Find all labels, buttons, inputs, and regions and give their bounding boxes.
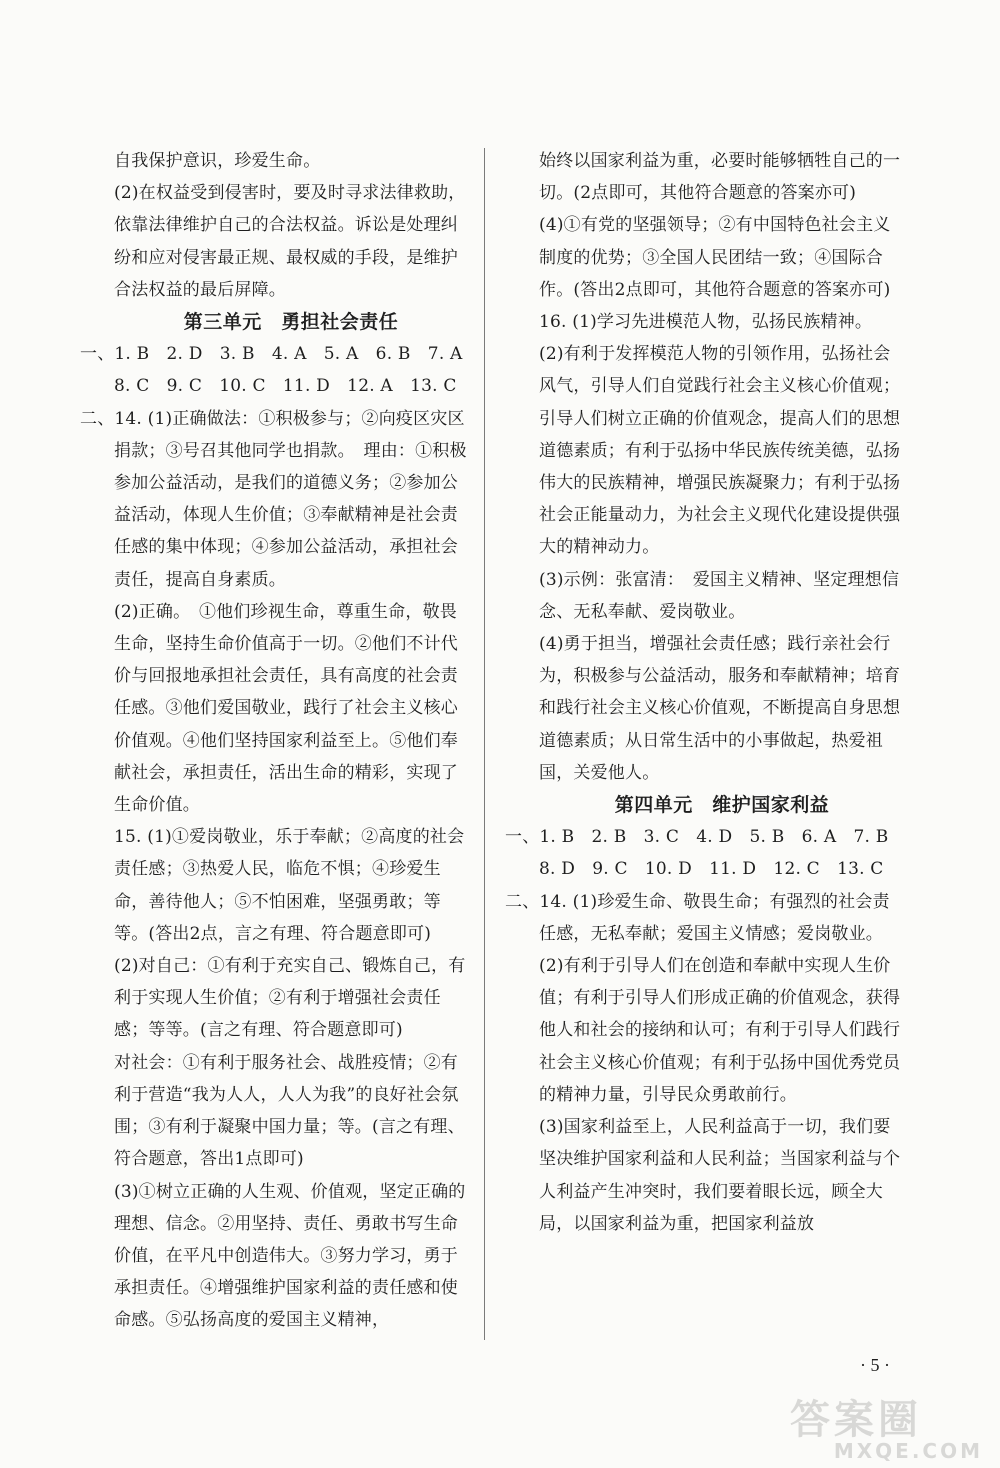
answer-paragraph: (4)①有党的坚强领导；②有中国特色社会主义制度的优势；③全国人民团结一致；④国际合作。(答出2点即可，其他符合题意的答案亦可) [539,215,891,300]
right-column [505,145,905,1240]
section-heading: 第四单元 维护国家利益 [614,794,830,817]
answer-paragraph: 一、1. B 2. B 3. C 4. D 5. B 6. A 7. B 8. D 9. C 10. D 11. D 12. C 13. C [505,827,906,880]
page-number: · 5 · [860,1355,890,1375]
answer-paragraph: (4)勇于担当，增强社会责任感；践行亲社会行为，积极参与公益活动，服务和奉献精神；培育和践行社会主义核心价值观，不断提高自身思想道德素质；从日常生活中的小事做起，热爱祖国，关爱他人。 [539,634,901,783]
answer-paragraph: (2)对自己：①有利于充实自己、锻炼自己，有利于实现人生价值；②有利于增强社会责任感；等等。(言之有理、符合题意即可) [114,956,466,1041]
answer-paragraph: (3)示例：张富清： 爱国主义精神、坚定理想信念、无私奉献、爱岗敬业。 [539,569,900,622]
section-heading: 第三单元 勇担社会责任 [183,311,399,334]
answer-paragraph: 一、1. B 2. D 3. B 4. A 5. A 6. B 7. A 8. C 9. C 10. C 11. D 12. A 13. C [80,344,480,397]
answer-paragraph: 15. (1)①爱岗敬业，乐于奉献；②高度的社会责任感；③热爱人民，临危不惧；④珍爱生命，善待他人；⑤不怕困难，坚强勇敢；等等。(答出2点，言之有理、符合题意即可) [114,827,465,944]
answer-paragraph: 始终以国家利益为重，必要时能够牺牲自己的一切。(2点即可，其他符合题意的答案亦可) [539,151,901,204]
answer-paragraph: (3)国家利益至上，人民利益高于一切，我们要坚决维护国家利益和人民利益；当国家利益与个人利益产生冲突时，我们要着眼长远，顾全大局，以国家利益为重，把国家利益放 [539,1117,901,1234]
column-divider [484,148,485,1340]
answer-paragraph: (2)在权益受到侵害时，要及时寻求法律救助，依靠法律维护自己的合法权益。诉讼是处理纠纷和应对侵害最正规、最权威的手段，是维护合法权益的最后屏障。 [114,183,466,300]
answer-paragraph: (2)有利于发挥模范人物的引领作用，弘扬社会风气，引导人们自觉践行社会主义核心价值观；引导人们树立正确的价值观念，提高人们的思想道德素质；有利于弘扬中华民族传统美德，弘扬伟大的民族精神，增强民族凝聚力；有利于弘扬社会正能量动力，为社会主义现代化建设提供强大的精神动力。 [539,344,901,558]
answer-paragraph: 16. (1)学习先进模范人物，弘扬民族精神。 [539,312,873,333]
answer-paragraph: 二、14. (1)正确做法：①积极参与；②向疫区灾区捐款；③号召其他同学也捐款。 理由：①积极参加公益活动，是我们的道德义务；②参加公益活动，体现人生价值；③奉献精神是社会责任感的集中体现；④参加公益活动，承担社会责任，提高自身素质。 [80,408,467,590]
watermark-url: MXQE.COM [833,1439,983,1463]
watermark-title: 答案圈 [790,1397,922,1443]
left-column [80,145,480,1337]
answer-paragraph: 自我保护意识，珍爱生命。 [114,151,321,171]
answer-paragraph: (2)正确。 ①他们珍视生命，尊重生命，敬畏生命，坚持生命价值高于一切。②他们不计代价与回报地承担社会责任，具有高度的社会责任感。③他们爱国敬业，践行了社会主义核心价值观。④他们坚持国家利益至上。⑤他们奉献社会，承担责任，活出生命的精彩，实现了生命价值。 [114,601,458,816]
answer-paragraph: 对社会：①有利于服务社会、战胜疫情；②有利于营造“我为人人，人人为我”的良好社会氛围；③有利于凝聚中国力量；等。(言之有理、符合题意，答出1点即可) [114,1052,465,1170]
answer-paragraph: (3)①树立正确的人生观、价值观，坚定正确的理想、信念。②用坚持、责任、勇敢书写生命价值，在平凡中创造伟大。③努力学习，勇于承担责任。④增强维护国家利益的责任感和使命感。⑤弘扬高度的爱国主义精神， [114,1181,466,1331]
answer-paragraph: (2)有利于引导人们在创造和奉献中实现人生价值；有利于引导人们形成正确的价值观念，获得他人和社会的接纳和认可；有利于引导人们践行社会主义核心价值观；有利于弘扬中国优秀党员的精神力量，引导民众勇敢前行。 [539,956,901,1105]
answer-paragraph: 二、14. (1)珍爱生命、敬畏生命；有强烈的社会责任感，无私奉献；爱国主义情感；爱岗敬业。 [505,891,890,944]
watermark-logo [790,1397,995,1464]
